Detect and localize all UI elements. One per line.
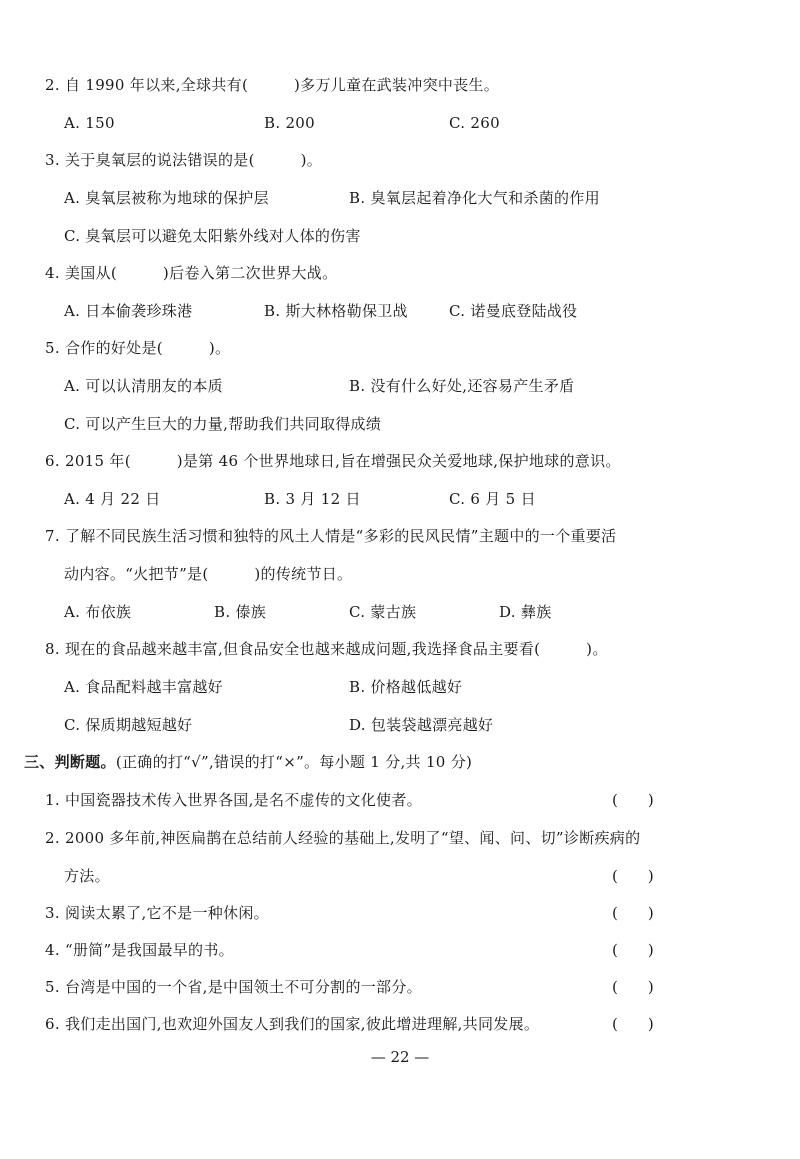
option-3a: A. 臭氧层被称为地球的保护层: [64, 189, 269, 207]
option-8d: D. 包装袋越漂亮越好: [349, 716, 494, 734]
option-4a: A. 日本偷袭珍珠港: [64, 302, 193, 320]
option-8c: C. 保质期越短越好: [64, 716, 193, 734]
option-2b: B. 200: [264, 114, 315, 132]
answer-blank-5[interactable]: ( ): [612, 978, 654, 996]
option-3c: C. 臭氧层可以避免太阳紫外线对人体的伤害: [64, 227, 361, 245]
section-3-note: (正确的打“√”,错误的打“×”。每小题 1 分,共 10 分): [115, 753, 473, 771]
answer-blank-1[interactable]: ( ): [612, 791, 654, 809]
option-5c: C. 可以产生巨大的力量,帮助我们共同取得成绩: [64, 415, 382, 433]
judge-item-1: 1. 中国瓷器技术传入世界各国,是名不虚传的文化使者。: [45, 791, 422, 809]
question-4-stem: 4. 美国从( )后卷入第二次世界大战。: [45, 264, 338, 282]
option-8a: A. 食品配料越丰富越好: [64, 678, 223, 696]
option-6b: B. 3 月 12 日: [264, 490, 361, 508]
option-2a: A. 150: [64, 114, 115, 132]
question-6-stem: 6. 2015 年( )是第 46 个世界地球日,旨在增强民众关爱地球,保护地球的意识。: [45, 452, 621, 470]
option-4c: C. 诺曼底登陆战役: [449, 302, 578, 320]
option-7b: B. 傣族: [214, 603, 267, 621]
judge-item-2: 2. 2000 多年前,神医扁鹊在总结前人经验的基础上,发明了“望、闻、问、切”诊断疾病的: [45, 829, 641, 847]
option-2c: C. 260: [449, 114, 500, 132]
judge-item-6: 6. 我们走出国门,也欢迎外国友人到我们的国家,彼此增进理解,共同发展。: [45, 1015, 540, 1033]
option-6c: C. 6 月 5 日: [449, 490, 536, 508]
section-3-title: 三、判断题。: [24, 753, 116, 771]
option-7c: C. 蒙古族: [349, 603, 417, 621]
answer-blank-4[interactable]: ( ): [612, 941, 654, 959]
question-7-stem-continued: 动内容。“火把节”是( )的传统节日。: [64, 565, 353, 583]
answer-blank-3[interactable]: ( ): [612, 904, 654, 922]
question-7-stem: 7. 了解不同民族生活习惯和独特的风土人情是“多彩的民风民情”主题中的一个重要活: [45, 527, 617, 545]
answer-blank-2[interactable]: ( ): [612, 867, 654, 885]
judge-item-2-continued: 方法。: [64, 867, 110, 885]
option-5b: B. 没有什么好处,还容易产生矛盾: [349, 377, 575, 395]
judge-item-3: 3. 阅读太累了,它不是一种休闲。: [45, 904, 269, 922]
option-7d: D. 彝族: [499, 603, 552, 621]
option-4b: B. 斯大林格勒保卫战: [264, 302, 408, 320]
option-3b: B. 臭氧层起着净化大气和杀菌的作用: [349, 189, 600, 207]
section-3-heading: [24, 752, 472, 772]
question-5-stem: 5. 合作的好处是( )。: [45, 339, 231, 357]
judge-item-5: 5. 台湾是中国的一个省,是中国领土不可分割的一部分。: [45, 978, 422, 996]
judge-item-4: 4. “册简”是我国最早的书。: [45, 941, 234, 959]
question-3-stem: 3. 关于臭氧层的说法错误的是( )。: [45, 151, 323, 169]
page-number: — 22 —: [370, 1048, 430, 1066]
option-8b: B. 价格越低越好: [349, 678, 463, 696]
option-7a: A. 布依族: [64, 603, 132, 621]
question-8-stem: 8. 现在的食品越来越丰富,但食品安全也越来越成问题,我选择食品主要看( )。: [45, 640, 608, 658]
option-5a: A. 可以认清朋友的本质: [64, 377, 223, 395]
option-6a: A. 4 月 22 日: [64, 490, 161, 508]
question-2-stem: 2. 自 1990 年以来,全球共有( )多万儿童在武装冲突中丧生。: [45, 76, 500, 94]
answer-blank-6[interactable]: ( ): [612, 1015, 654, 1033]
